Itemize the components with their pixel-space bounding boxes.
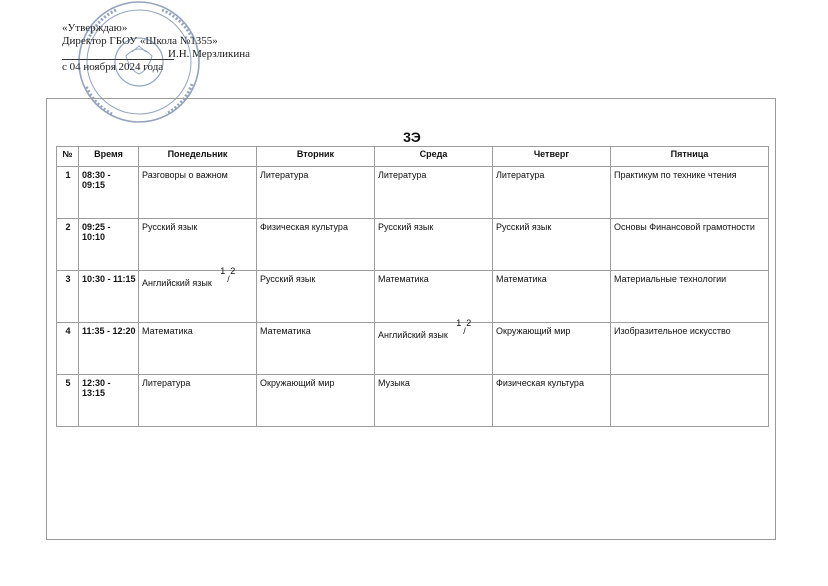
header-monday: Понедельник: [139, 147, 257, 167]
thursday-lesson: Физическая культура: [493, 375, 611, 427]
tuesday-lesson: Окружающий мир: [257, 375, 375, 427]
header-num: №: [57, 147, 79, 167]
friday-lesson: Основы Финансовой грамотности: [611, 219, 769, 271]
tuesday-lesson: Математика: [257, 323, 375, 375]
friday-lesson: [611, 375, 769, 427]
header-friday: Пятница: [611, 147, 769, 167]
group-1-number: 1: [220, 266, 226, 276]
header-wednesday: Среда: [375, 147, 493, 167]
schedule-table: [56, 146, 769, 427]
table-row: [57, 167, 769, 219]
lesson-number: 1: [57, 167, 79, 219]
monday-lesson: Русский язык: [139, 219, 257, 271]
lesson-number: 2: [57, 219, 79, 271]
group-1-number: 1: [456, 318, 462, 328]
thursday-lesson: Литература: [493, 167, 611, 219]
lesson-time: 12:30 - 13:15: [79, 375, 139, 427]
group-2-number: 2: [230, 266, 236, 276]
header-thursday: Четверг: [493, 147, 611, 167]
thursday-lesson: Окружающий мир: [493, 323, 611, 375]
approval-date: с 04 ноября 2024 года: [62, 61, 164, 73]
wednesday-lesson: Математика: [375, 271, 493, 323]
approval-title: «Утверждаю»: [62, 22, 128, 34]
friday-lesson: Изобразительное искусство: [611, 323, 769, 375]
tuesday-lesson: Литература: [257, 167, 375, 219]
monday-lesson: Литература: [139, 375, 257, 427]
group-split: [454, 318, 478, 338]
table-row: [57, 219, 769, 271]
director-title: Директор ГБОУ «Школа №1355»: [62, 35, 218, 47]
monday-lesson: Математика: [139, 323, 257, 375]
monday-lesson: Разговоры о важном: [139, 167, 257, 219]
table-row: [57, 323, 769, 375]
wednesday-lesson-text: Английский язык: [378, 330, 448, 340]
group-separator: /: [463, 326, 466, 336]
monday-lesson-text: Английский язык: [142, 278, 212, 288]
wednesday-lesson: Музыка: [375, 375, 493, 427]
thursday-lesson: Математика: [493, 271, 611, 323]
thursday-lesson: Русский язык: [493, 219, 611, 271]
lesson-time: 11:35 - 12:20: [79, 323, 139, 375]
director-name: И.Н. Мерзликина: [168, 48, 251, 60]
friday-lesson: Материальные технологии: [611, 271, 769, 323]
wednesday-lesson: [375, 318, 493, 375]
wednesday-lesson: Литература: [375, 167, 493, 219]
tuesday-lesson: Физическая культура: [257, 219, 375, 271]
class-title: 3Э: [403, 129, 421, 145]
monday-lesson: [139, 266, 257, 323]
table-row: [57, 375, 769, 427]
lesson-number: 5: [57, 375, 79, 427]
lesson-number: 3: [57, 271, 79, 323]
group-2-number: 2: [466, 318, 472, 328]
table-row: [57, 271, 769, 323]
lesson-number: 4: [57, 323, 79, 375]
lesson-time: 08:30 - 09:15: [79, 167, 139, 219]
group-separator: /: [227, 274, 230, 284]
lesson-time: 10:30 - 11:15: [79, 271, 139, 323]
header-time: Время: [79, 147, 139, 167]
friday-lesson: Практикум по технике чтения: [611, 167, 769, 219]
header-tuesday: Вторник: [257, 147, 375, 167]
wednesday-lesson: Русский язык: [375, 219, 493, 271]
tuesday-lesson: Русский язык: [257, 271, 375, 323]
group-split: [218, 266, 242, 286]
header-row: [57, 147, 769, 167]
lesson-time: 09:25 - 10:10: [79, 219, 139, 271]
